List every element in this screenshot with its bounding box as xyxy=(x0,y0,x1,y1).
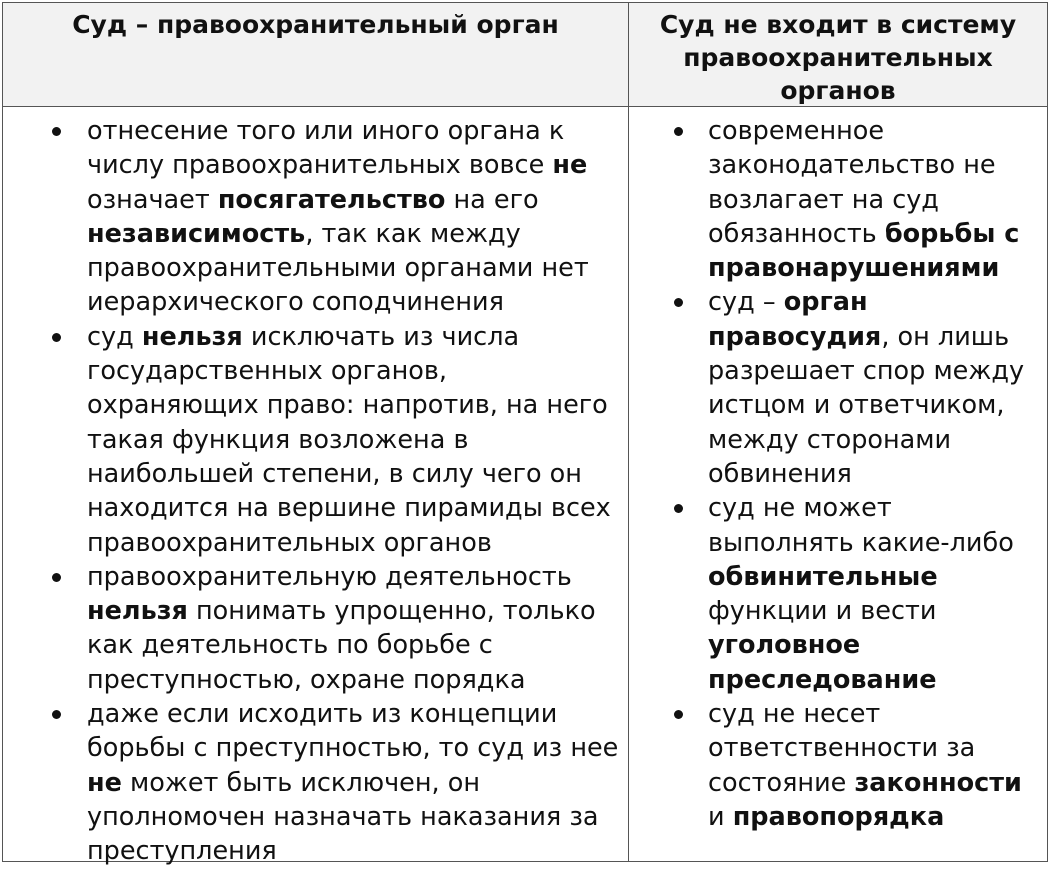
text-run: исключать из числа государственных органов, охраняющих право: напротив, на него такая функция возложена в наибольшей степени, в силу чего он находится на вершине пирамиды всех правоохранительных органов xyxy=(87,321,611,558)
text-run: функции и вести xyxy=(708,596,937,627)
text-run: означает xyxy=(87,184,218,215)
bold-text: нельзя xyxy=(87,596,188,627)
text-run: суд не может выполнять какие-либо xyxy=(708,493,1014,558)
bold-text: независимость xyxy=(87,218,306,249)
bold-text: нельзя xyxy=(141,321,243,352)
table-body-row xyxy=(3,107,1047,867)
right-bullet-list xyxy=(629,107,1047,834)
bold-text: посягательство xyxy=(217,184,446,215)
bold-text: орган правосудия xyxy=(708,287,882,352)
right-column-cell xyxy=(629,107,1047,861)
right-column-header: Суд не входит в систему правоохранительных органов xyxy=(659,10,1017,105)
text-run: и xyxy=(708,801,733,832)
left-column-cell xyxy=(3,107,629,867)
text-run: современное законодательство не возлагает на суд обязанность xyxy=(708,116,996,249)
text-run: на его xyxy=(445,184,539,215)
bold-text: борьбы с правонарушениями xyxy=(708,218,1020,284)
table-header-row xyxy=(3,3,1047,107)
list-item xyxy=(87,697,620,868)
text-run: , так как между правоохранительными органами нет иерархического соподчинения xyxy=(87,218,589,318)
text-run: суд – xyxy=(708,287,784,318)
list-item xyxy=(87,320,620,560)
comparison-table xyxy=(2,2,1048,867)
text-run: даже если исходить из концепции борьбы с преступностью, то суд из нее xyxy=(87,699,619,764)
left-column-header: Суд – правоохранительный орган xyxy=(3,3,629,106)
text-run: суд не несет ответственности за состояние xyxy=(708,699,976,798)
list-item xyxy=(708,491,1041,697)
list-item xyxy=(87,114,620,320)
bold-text: уголовное преследование xyxy=(708,630,937,695)
bold-text: обвинительные xyxy=(708,561,938,592)
left-bullet-list xyxy=(3,107,628,869)
text-run: правоохранительную деятельность xyxy=(87,561,572,592)
list-item xyxy=(708,285,1041,491)
text-run: суд xyxy=(87,321,142,352)
text-run: отнесение того или иного органа к числу правоохранительных вовсе xyxy=(87,116,565,181)
bold-text: правопорядка xyxy=(732,801,945,832)
list-item xyxy=(87,560,620,697)
list-item xyxy=(708,697,1041,834)
bold-text: не xyxy=(87,767,122,798)
text-run: может быть исключен, он уполномочен назначать наказания за преступления xyxy=(87,767,599,867)
text-run: понимать упрощенно, только как деятельность по борьбе с преступностью, охране порядка xyxy=(87,596,596,695)
bold-text: законности xyxy=(854,767,1022,798)
list-item xyxy=(708,114,1041,285)
bold-text: не xyxy=(552,150,588,181)
text-run: , он лишь разрешает спор между истцом и ответчиком, между сторонами обвинения xyxy=(708,321,1025,489)
